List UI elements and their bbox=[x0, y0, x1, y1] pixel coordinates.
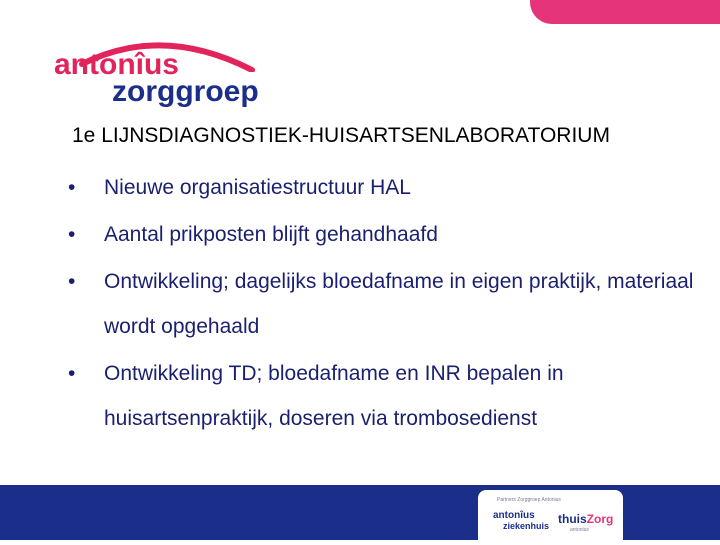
slide-title: 1e LIJNSDIAGNOSTIEK-HUISARTSENLABORATORIUM bbox=[72, 124, 610, 147]
footer-logo1-word1: antonîus bbox=[493, 510, 535, 521]
bullet-text: Ontwikkeling; dagelijks bloedafname in eigen praktijk, materiaal wordt opgehaald bbox=[104, 270, 694, 338]
bullet-list bbox=[62, 165, 702, 443]
bullet-text: Aantal prikposten blijft gehandhaafd bbox=[104, 223, 438, 246]
footer-logo1-word2: ziekenhuis bbox=[503, 521, 550, 531]
antonius-zorggroep-logo bbox=[52, 32, 272, 107]
footer-partner-caption: Partners Zorggroep Antonius bbox=[497, 497, 561, 503]
footer-logo2-part2: Zorg bbox=[586, 512, 614, 526]
bullet-text: Nieuwe organisatiestructuur HAL bbox=[104, 176, 411, 199]
footer-logo2-word2: antonius bbox=[570, 527, 589, 533]
bullet-item bbox=[62, 351, 702, 441]
thuiszorg-logo bbox=[558, 510, 618, 540]
bullet-marker: • bbox=[68, 223, 76, 246]
antonius-ziekenhuis-logo bbox=[493, 508, 553, 538]
logo-word-zorggroep: zorggroep bbox=[112, 75, 259, 108]
footer-logo2-word1 bbox=[558, 512, 613, 526]
bullet-item bbox=[62, 259, 702, 349]
bullet-item bbox=[62, 212, 702, 257]
bullet-marker: • bbox=[68, 270, 76, 293]
bullet-marker: • bbox=[68, 362, 76, 385]
bullet-item bbox=[62, 165, 702, 210]
bullet-marker: • bbox=[68, 176, 76, 199]
footer-logo2-part1: thuis bbox=[558, 512, 587, 526]
top-accent-tab bbox=[530, 0, 720, 24]
bullet-text: Ontwikkeling TD; bloedafname en INR bepalen in huisartsenpraktijk, doseren via trombosedienst bbox=[104, 362, 564, 430]
logo-word-antonius: antonîus bbox=[54, 48, 179, 81]
